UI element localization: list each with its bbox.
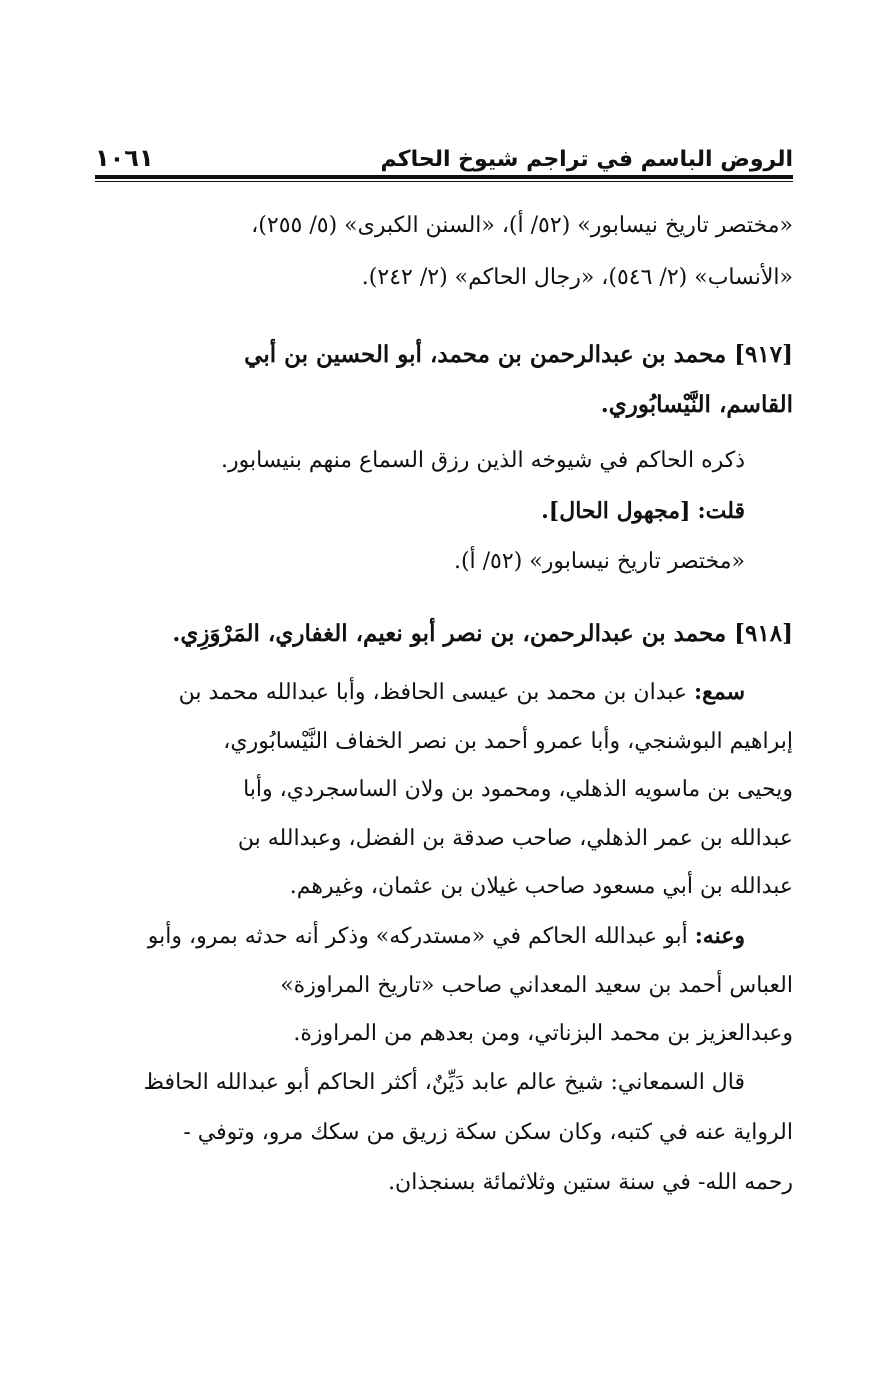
quote-line: الرواية عنه في كتبه، وكان سكن سكة زريق من سكك مرو، وتوفي - <box>183 1120 793 1145</box>
heard-line: ويحيى بن ماسويه الذهلي، ومحمود بن ولان الساسجردي، وأبا <box>243 777 793 802</box>
sources-line: «الأنساب» (٢/ ٥٤٦)، «رجال الحاكم» (٢/ ٢٤٢). <box>361 265 793 290</box>
sources-line: «مختصر تاريخ نيسابور» (٥٢/ أ)، «السنن الكبرى» (٥/ ٢٥٥)، <box>251 213 793 238</box>
entry-917-heading <box>95 330 793 430</box>
from-him-label: وعنه: <box>694 923 745 949</box>
narrators-line <box>95 912 793 962</box>
heard-label: سمع: <box>694 679 745 705</box>
heard-text: عبدان بن محمد بن عيسى الحافظ، وأبا عبدالله محمد بن <box>178 680 695 705</box>
heard-line: عبدالله بن عمر الذهلي، صاحب صدقة بن الفضل، وعبدالله بن <box>237 825 793 851</box>
heard-line: إبراهيم البوشنجي، وأبا عمرو أحمد بن نصر الخفاف النَّيْسابُوري، <box>223 728 793 754</box>
narrators-line: وعبدالعزيز بن محمد البزناتي، ومن بعدهم من المراوزة. <box>293 1021 793 1046</box>
entry-body-text: ذكره الحاكم في شيوخه الذين رزق السماع منهم بنيسابور. <box>221 448 745 473</box>
entry-918-heading <box>95 610 793 658</box>
header-rule-thick <box>95 175 793 179</box>
header-rule-thin <box>95 181 793 182</box>
entry-verdict <box>95 486 793 537</box>
quote-line: قال السمعاني: شيخ عالم عابد دَيِّنٌ، أكثر الحاكم أبو عبدالله الحافظ <box>143 1070 745 1095</box>
entry-heading-line: [٩١٧] محمد بن عبدالرحمن بن محمد، أبو الحسين بن أبي <box>244 341 793 368</box>
previous-entry-sources <box>95 200 793 304</box>
verdict-label: قلت: <box>697 498 745 524</box>
heard-line <box>95 668 793 718</box>
book-title: الروض الباسم في تراجم شيوخ الحاكم <box>380 147 793 172</box>
entry-917-body <box>95 436 793 587</box>
running-header <box>95 128 793 172</box>
narrators-line: العباس أحمد بن سعيد المعداني صاحب «تاريخ المراوزة» <box>280 972 793 998</box>
entry-918-heard-from <box>95 668 793 912</box>
entry-heading-line: [٩١٨] محمد بن عبدالرحمن، بن نصر أبو نعيم، الغفاري، المَرْوَزِي. <box>172 620 793 647</box>
verdict-value: [مجهول الحال]. <box>541 498 691 524</box>
entry-918-narrators <box>95 912 793 1059</box>
entry-918-samani-quote <box>95 1058 793 1208</box>
entry-heading-line: القاسم، النَّيْسابُوري. <box>600 391 793 418</box>
heard-line: عبدالله بن أبي مسعود صاحب غيلان بن عثمان، وغيرهم. <box>289 874 793 899</box>
quote-line: رحمه الله- في سنة ستين وثلاثمائة بسنجذان. <box>388 1170 793 1195</box>
narrators-text: أبو عبدالله الحاكم في «مستدركه» وذكر أنه حدثه بمرو، وأبو <box>147 924 695 949</box>
page-number: ١٠٦١ <box>95 144 154 172</box>
entry-sources: «مختصر تاريخ نيسابور» (٥٢/ أ). <box>453 549 745 574</box>
